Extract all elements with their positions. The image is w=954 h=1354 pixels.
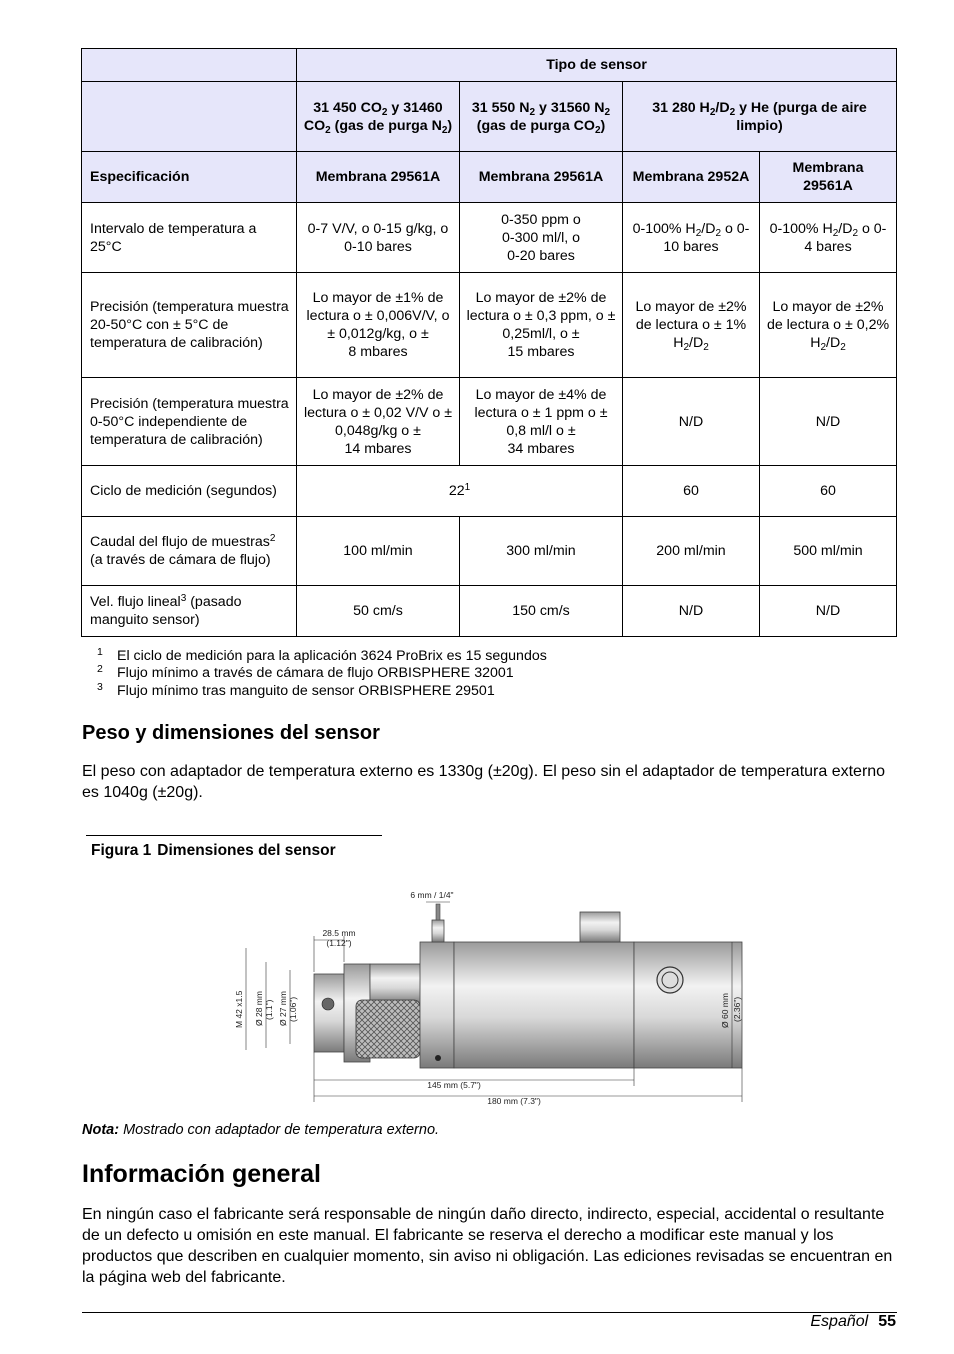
cell-linear-3: N/D [623,586,760,637]
dim-d28-in: (1.1") [264,999,274,1020]
general-paragraph: En ningún caso el fabricante será responsable de ningún daño directo, indirecto, especial, accidental o resultante de un defecto u omisión en este manual. El fabricante se reserva el derecho a modificar este manual y los productos que describen en cualquier momento, sin aviso ni obligación. Las ediciones revisadas se encuentran en la página web del fabricante. [82,1206,893,1286]
page-footer [810,1313,896,1331]
sensor-flange [420,942,454,1068]
cell-temp-2: 0-350 ppm o 0-300 ml/l, o 0-20 bares [460,203,623,273]
cell-temp-3: 0-100% $H_2/D_2$ o 0-10 bares [623,203,760,273]
cell-temp-4: 0-100% $H_2/D_2$ o 0-4 bares [760,203,897,273]
membrane-1: Membrana 29561A [297,152,460,203]
cell-cycle-3: 60 [623,466,760,517]
section-title-weight: Peso y dimensiones del sensor [82,722,380,744]
cell-prec-dep-2: Lo mayor de ±2% de lectura o ± 0,3 ppm, o ± 0,25ml/l, o ± 15 mbares [460,273,623,378]
note-label: Nota: [82,1122,120,1138]
dim-d27-in: (1.06") [288,996,298,1022]
cell-prec-dep-1: Lo mayor de ±1% de lectura o ± 0,006V/V, o ± 0,012g/kg, o ± 8 mbares [297,273,460,378]
cell-linear-2: 150 cm/s [460,586,623,637]
top-pin [432,920,444,942]
dim-d60: Ø 60 mm [720,993,730,1028]
membrane-3: Membrana 2952A [623,152,760,203]
dim-d27: Ø 27 mm [278,991,288,1026]
figure-rule [86,835,382,836]
note-text: Mostrado con adaptador de temperatura externo. [123,1122,440,1138]
cell-flow-3: 200 ml/min [623,517,760,586]
dim-len145: 145 mm (5.7") [427,1080,481,1090]
cell-prec-indep-1: Lo mayor de ±2% de lectura o ± 0,02 V/V o ± 0,048g/kg o ± 14 mbares [297,378,460,466]
header-sensor-type: Tipo de sensor [297,49,897,82]
sensor-type-co2: 31 450 $CO_2$ y 31460 $CO_2$ (gas de purga $N_2$) [297,82,460,152]
row-label-cycle: Ciclo de medición (segundos) [82,466,297,517]
sensor-tip [314,974,344,1052]
sensor-type-n2: 31 550 $N_2$ y 31560 $N_2$ (gas de purga $CO_2$) [460,82,623,152]
sensor-dimension-drawing [230,882,750,1114]
row-label-temp-interval: Intervalo de temperatura a 25°C [82,203,297,273]
cell-flow-1: 100 ml/min [297,517,460,586]
cell-prec-dep-3: Lo mayor de ±2% de lectura o ± 1% $H_2/D_2$ [623,273,760,378]
knurled-nut [356,1000,420,1058]
dim-thread: M 42 x1.5 [234,990,244,1028]
page-number: 55 [878,1313,896,1330]
cell-flow-2: 300 ml/min [460,517,623,586]
row-label-precision-indep: Precisión (temperatura muestra 0-50°C independiente de temperatura de calibración) [82,378,297,466]
cell-prec-indep-2: Lo mayor de ±4% de lectura o ± 1 ppm o ± 0,8 ml/l o ± 34 mbares [460,378,623,466]
cell-cycle-12: $22^1$ [297,466,623,517]
weight-paragraph: El peso con adaptador de temperatura externo es 1330g (±20g). El peso sin el adaptador de temperatura externo es 1040g (±20g). [82,763,886,801]
dim-d28: Ø 28 mm [254,991,264,1026]
cell-prec-dep-4: Lo mayor de ±2% de lectura o ± 0,2% $H_2/D_2$ [760,273,897,378]
sensor-collar [370,964,425,1004]
cell-temp-1: 0-7 V/V, o 0-15 g/kg, o 0-10 bares [297,203,460,273]
figure-caption [91,842,342,860]
dim-width-in: (1.12") [326,938,352,948]
pin-stem [436,904,440,920]
header-blank [82,49,297,82]
tip-hole [322,998,334,1010]
figure-note [82,1122,439,1138]
dim-len180: 180 mm (7.3") [487,1096,541,1106]
top-connector [580,912,620,942]
sensor-type-h2: 31 280 $H_2/D_2$ y He (purga de aire limpio) [623,82,897,152]
row-label-flow: Caudal del flujo de muestras$^2$ (a través de cámara de flujo) [82,517,297,586]
dim-top-pin: 6 mm / 1/4" [410,890,454,900]
membrane-4: Membrana 29561A [760,152,897,203]
figure-title: Dimensiones del sensor [157,842,336,859]
cell-flow-4: 500 ml/min [760,517,897,586]
footer-rule [82,1312,897,1313]
figure-number: Figura 1 [91,842,152,859]
row-label-precision-dep: Precisión (temperatura muestra 20-50°C con ± 5°C de temperatura de calibración) [82,273,297,378]
header-blank-2 [82,82,297,152]
cell-linear-4: N/D [760,586,897,637]
dim-d60-in: (2.36") [732,996,742,1022]
cell-prec-indep-4: N/D [760,378,897,466]
dim-width-mm: 28.5 mm [322,928,356,938]
plug-socket [657,967,683,993]
flange-screw [435,1055,441,1061]
cell-linear-1: 50 cm/s [297,586,460,637]
cell-prec-indep-3: N/D [623,378,760,466]
cell-cycle-4: 60 [760,466,897,517]
sensor-body [454,942,634,1068]
spec-label: Especificación [82,152,297,203]
membrane-2: Membrana 29561A [460,152,623,203]
footer-language: Español [810,1313,869,1330]
spec-table [81,48,897,637]
section-title-general: Información general [82,1160,321,1188]
row-label-linear: Vel. flujo lineal$^3$ (pasado manguito sensor) [82,586,297,637]
